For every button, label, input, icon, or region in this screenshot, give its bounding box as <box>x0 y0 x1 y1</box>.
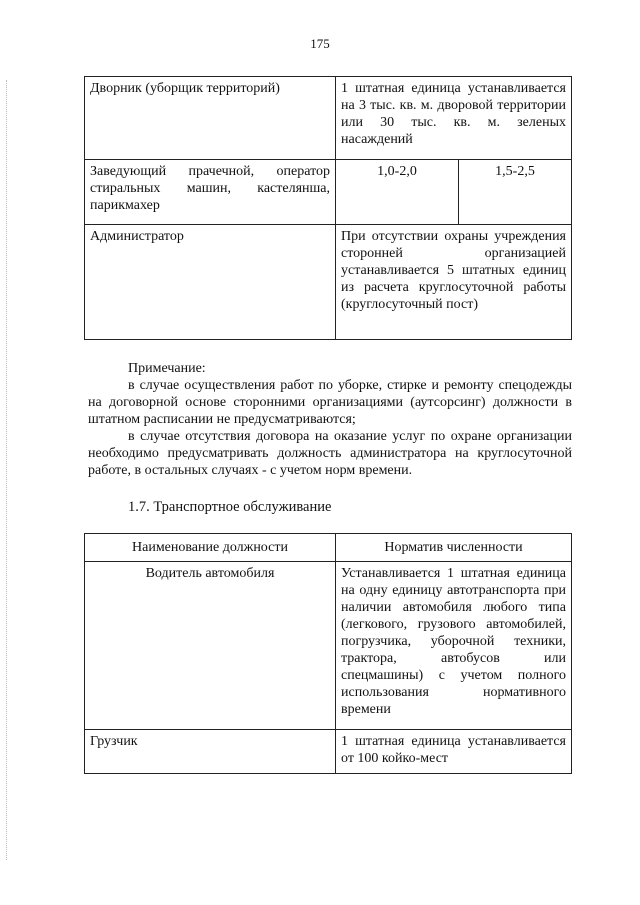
scan-margin-marks <box>6 80 8 860</box>
page-number: 175 <box>310 36 330 51</box>
table-row <box>85 77 572 160</box>
norm-cell: Устанавливается 1 штатная единица на одну единицу автотранспорта при наличии автомобиля любого типа (легкового, грузового автомобилей, погрузчика, уборочной техники, трактора, автобусов или спецмашины) с учетом полного использования нормативного времени <box>336 562 572 730</box>
transport-norms-table <box>84 533 572 774</box>
section-title: 1.7. Транспортное обслуживание <box>128 499 332 515</box>
table-row <box>85 562 572 730</box>
table-row <box>85 160 572 225</box>
norm-cell: 1 штатная единица устанавливается от 100 койко-мест <box>336 730 572 774</box>
note-label: Примечание: <box>128 361 206 376</box>
position-cell: Администратор <box>85 225 336 340</box>
norm-cell: При отсутствии охраны учреждения сторонней организацией устанавливается 5 штатных единиц из расчета круглосуточной работы (круглосуточный пост) <box>336 225 572 340</box>
value-cell: 1,0-2,0 <box>336 160 459 225</box>
staff-norms-table <box>84 76 572 340</box>
position-cell: Грузчик <box>85 730 336 774</box>
note-block <box>88 360 572 479</box>
position-cell: Дворник (уборщик территорий) <box>85 77 336 160</box>
column-header: Норматив численности <box>336 534 572 562</box>
table-row <box>85 225 572 340</box>
position-cell: Заведующий прачечной, оператор стиральных машин, кастелянша, парикмахер <box>85 160 336 225</box>
table-header-row <box>85 534 572 562</box>
value-cell: 1,5-2,5 <box>459 160 572 225</box>
position-cell: Водитель автомобиля <box>85 562 336 730</box>
norm-cell: 1 штатная единица устанавливается на 3 тыс. кв. м. дворовой территории или 30 тыс. кв. м. зеленых насаждений <box>336 77 572 160</box>
note-paragraph: в случае осуществления работ по уборке, стирке и ремонту спецодежды на договорной основе сторонними организациями (аутсорсинг) должности в штатном расписании не предусматриваются; <box>88 378 572 427</box>
column-header: Наименование должности <box>85 534 336 562</box>
note-paragraph: в случае отсутствия договора на оказание услуг по охране организации необходимо предусматривать должность администратора на круглосуточной работе, в остальных случаях - с учетом норм времени. <box>88 429 572 478</box>
table-row <box>85 730 572 774</box>
